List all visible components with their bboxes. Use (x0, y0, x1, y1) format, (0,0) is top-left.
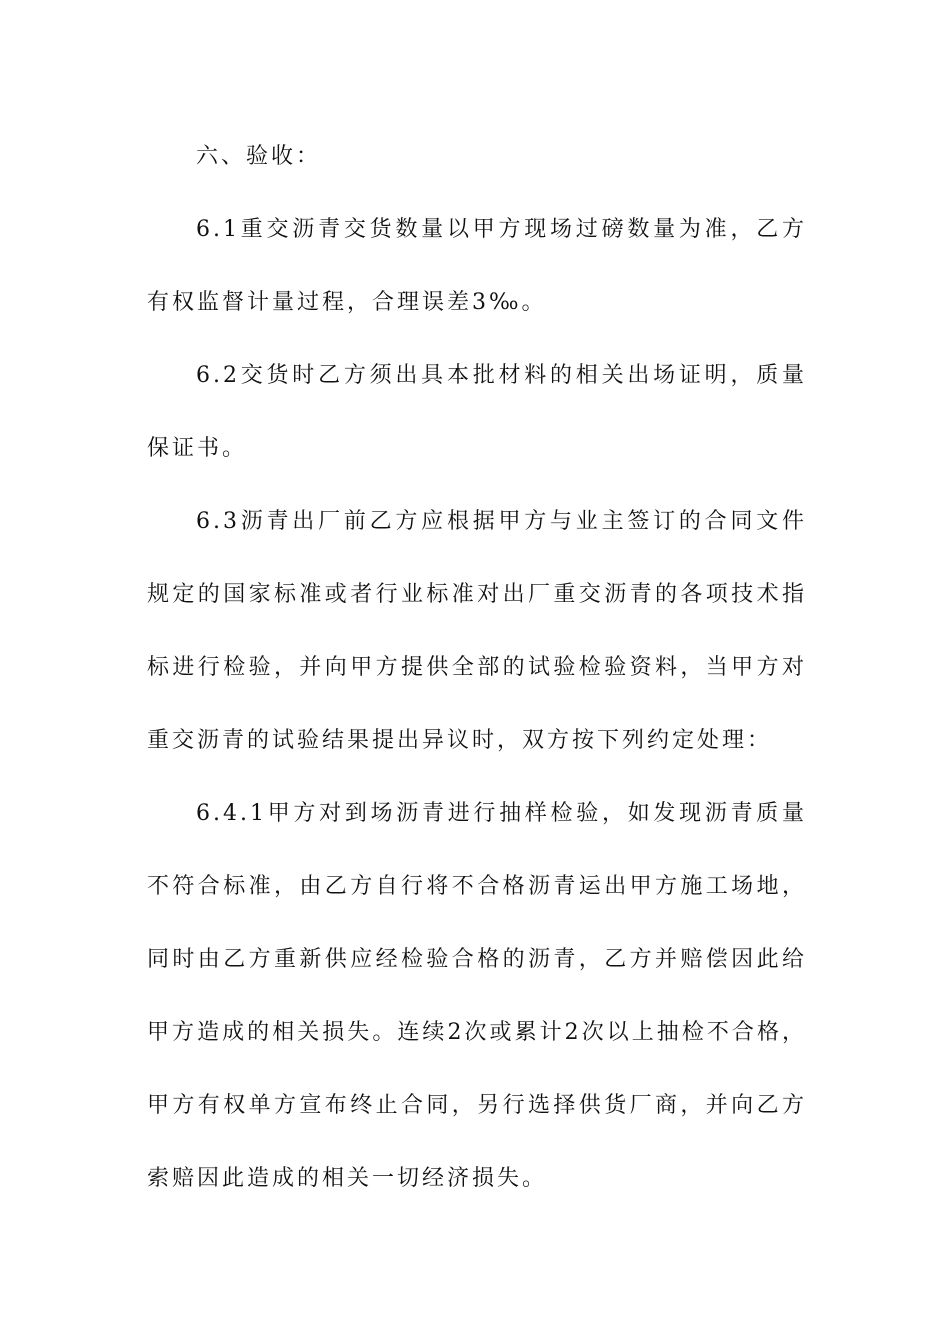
clause-6-2: 6.2交货时乙方须出具本批材料的相关出场证明，质量保证书。 (147, 363, 807, 461)
section-heading: 六、验收： (196, 144, 322, 169)
clause-6-1: 6.1重交沥青交货数量以甲方现场过磅数量为准，乙方有权监督计量过程，合理误差3‰。 (147, 217, 807, 315)
clause-6-3: 6.3沥青出厂前乙方应根据甲方与业主签订的合同文件规定的国家标准或者行业标准对出厂重交沥青的各项技术指标进行检验，并向甲方提供全部的试验检验资料，当甲方对重交沥青的试验结果提出异议时，双方按下列约定处理： (147, 509, 807, 753)
clause-6-4-1: 6.4.1甲方对到场沥青进行抽样检验，如发现沥青质量不符合标准，由乙方自行将不合格沥青运出甲方施工场地，同时由乙方重新供应经检验合格的沥青，乙方并赔偿因此给甲方造成的相关损失。连续2次或累计2次以上抽检不合格，甲方有权单方宣布终止合同，另行选择供货厂商，并向乙方索赔因此造成的相关一切经济损失。 (147, 801, 807, 1191)
document-body (147, 120, 807, 1215)
